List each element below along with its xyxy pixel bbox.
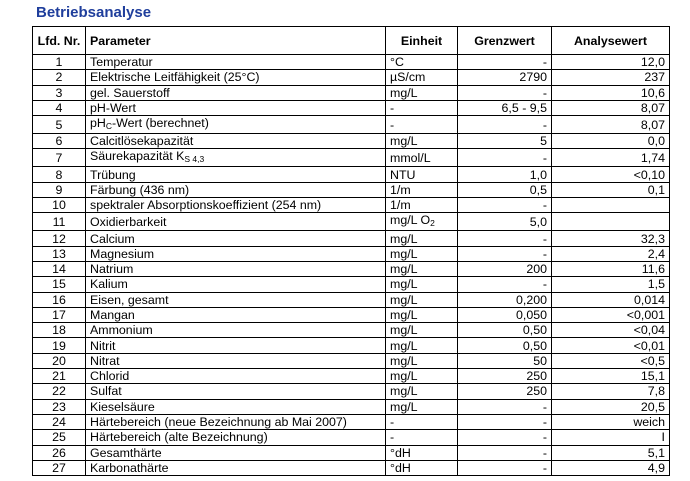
cell-nr: 5 [33, 116, 86, 134]
cell-nr: 12 [33, 231, 86, 246]
cell-unit: mmol/L [386, 149, 458, 167]
cell-nr: 14 [33, 261, 86, 276]
cell-value: 0,1 [552, 182, 670, 197]
cell-parameter: Eisen, gesamt [86, 292, 386, 307]
cell-parameter: pH-Wert [86, 100, 386, 115]
cell-limit: 200 [458, 261, 552, 276]
cell-value: 5,1 [552, 445, 670, 460]
cell-nr: 25 [33, 430, 86, 445]
table-row [33, 430, 670, 445]
header-unit: Einheit [386, 27, 458, 55]
cell-nr: 4 [33, 100, 86, 115]
cell-limit: 0,50 [458, 338, 552, 353]
table-row [33, 246, 670, 261]
cell-value: 8,07 [552, 100, 670, 115]
cell-limit: 0,5 [458, 182, 552, 197]
table-row [33, 55, 670, 70]
cell-parameter: Karbonathärte [86, 460, 386, 475]
cell-unit: µS/cm [386, 70, 458, 85]
cell-value: <0,5 [552, 353, 670, 368]
cell-nr: 6 [33, 134, 86, 149]
cell-value: 2,4 [552, 246, 670, 261]
cell-limit: - [458, 85, 552, 100]
cell-parameter: Elektrische Leitfähigkeit (25°C) [86, 70, 386, 85]
cell-unit: - [386, 430, 458, 445]
cell-nr: 21 [33, 369, 86, 384]
cell-parameter: Temperatur [86, 55, 386, 70]
table-row [33, 445, 670, 460]
table-row [33, 399, 670, 414]
table-header-row [33, 27, 670, 55]
cell-nr: 15 [33, 277, 86, 292]
cell-value [552, 213, 670, 231]
cell-nr: 2 [33, 70, 86, 85]
cell-unit: mg/L [386, 292, 458, 307]
cell-value: 15,1 [552, 369, 670, 384]
cell-value: 7,8 [552, 384, 670, 399]
cell-parameter: Ammonium [86, 323, 386, 338]
table-row [33, 198, 670, 213]
cell-parameter: $pH_C$-Wert (berechnet) [86, 116, 386, 134]
cell-nr: 20 [33, 353, 86, 368]
table-row [33, 414, 670, 429]
table-row [33, 70, 670, 85]
cell-unit: mg/L [386, 85, 458, 100]
cell-unit: - [386, 116, 458, 134]
cell-unit: °dH [386, 445, 458, 460]
cell-nr: 9 [33, 182, 86, 197]
cell-unit: mg/L [386, 277, 458, 292]
cell-nr: 24 [33, 414, 86, 429]
cell-limit: 0,050 [458, 307, 552, 322]
table-row [33, 182, 670, 197]
cell-parameter: Kieselsäure [86, 399, 386, 414]
cell-unit: mg/L [386, 307, 458, 322]
cell-nr: 11 [33, 213, 86, 231]
table-row [33, 338, 670, 353]
cell-parameter: Mangan [86, 307, 386, 322]
cell-parameter: Kalium [86, 277, 386, 292]
cell-unit: mg/L [386, 369, 458, 384]
cell-nr: 1 [33, 55, 86, 70]
analysis-table [32, 26, 670, 476]
cell-unit: 1/m [386, 198, 458, 213]
cell-nr: 16 [33, 292, 86, 307]
table-row [33, 100, 670, 115]
cell-unit: - [386, 414, 458, 429]
cell-limit: - [458, 246, 552, 261]
cell-limit: - [458, 430, 552, 445]
cell-parameter: Gesamthärte [86, 445, 386, 460]
cell-unit: 1/m [386, 182, 458, 197]
cell-value: 1,5 [552, 277, 670, 292]
table-row [33, 167, 670, 182]
table-row [33, 323, 670, 338]
cell-unit: mg/L [386, 246, 458, 261]
cell-limit: - [458, 445, 552, 460]
table-row [33, 85, 670, 100]
cell-value: weich [552, 414, 670, 429]
cell-value: 0,0 [552, 134, 670, 149]
cell-parameter: Natrium [86, 261, 386, 276]
table-row [33, 261, 670, 276]
cell-value: 11,6 [552, 261, 670, 276]
cell-value: 20,5 [552, 399, 670, 414]
cell-parameter: Färbung (436 nm) [86, 182, 386, 197]
cell-parameter: gel. Sauerstoff [86, 85, 386, 100]
cell-limit: 5,0 [458, 213, 552, 231]
cell-nr: 23 [33, 399, 86, 414]
cell-value: <0,01 [552, 338, 670, 353]
cell-value: <0,10 [552, 167, 670, 182]
cell-value: 1,74 [552, 149, 670, 167]
cell-limit: - [458, 231, 552, 246]
cell-value: 237 [552, 70, 670, 85]
cell-value: 8,07 [552, 116, 670, 134]
table-row [33, 369, 670, 384]
cell-parameter: Säurekapazität $K_{S 4,3}$ [86, 149, 386, 167]
cell-value: 32,3 [552, 231, 670, 246]
cell-parameter: Nitrat [86, 353, 386, 368]
header-nr: Lfd. Nr. [33, 27, 86, 55]
cell-parameter: Trübung [86, 167, 386, 182]
table-row [33, 277, 670, 292]
table-body [33, 55, 670, 476]
cell-parameter: Härtebereich (neue Bezeichnung ab Mai 2007) [86, 414, 386, 429]
cell-value: 10,6 [552, 85, 670, 100]
cell-limit: 50 [458, 353, 552, 368]
cell-unit: mg/L [386, 384, 458, 399]
table-row [33, 116, 670, 134]
header-value: Analysewert [552, 27, 670, 55]
cell-nr: 8 [33, 167, 86, 182]
cell-limit: - [458, 116, 552, 134]
cell-limit: - [458, 149, 552, 167]
cell-parameter: Nitrit [86, 338, 386, 353]
cell-limit: - [458, 460, 552, 475]
cell-nr: 22 [33, 384, 86, 399]
cell-limit: 0,50 [458, 323, 552, 338]
cell-limit: 2790 [458, 70, 552, 85]
cell-parameter: Chlorid [86, 369, 386, 384]
table-row [33, 384, 670, 399]
cell-unit: °C [386, 55, 458, 70]
cell-parameter: spektraler Absorptionskoeffizient (254 nm) [86, 198, 386, 213]
cell-nr: 13 [33, 246, 86, 261]
table-row [33, 231, 670, 246]
cell-unit: mg/L $O_2$ [386, 213, 458, 231]
cell-parameter: Calcitlösekapazität [86, 134, 386, 149]
cell-limit: 6,5 - 9,5 [458, 100, 552, 115]
cell-nr: 19 [33, 338, 86, 353]
cell-limit: 250 [458, 384, 552, 399]
cell-value: I [552, 430, 670, 445]
cell-nr: 17 [33, 307, 86, 322]
cell-limit: 1,0 [458, 167, 552, 182]
cell-unit: mg/L [386, 134, 458, 149]
cell-unit: mg/L [386, 261, 458, 276]
table-row [33, 134, 670, 149]
cell-nr: 7 [33, 149, 86, 167]
cell-limit: 0,200 [458, 292, 552, 307]
table-row [33, 307, 670, 322]
cell-value: <0,001 [552, 307, 670, 322]
cell-parameter: Sulfat [86, 384, 386, 399]
cell-limit: - [458, 277, 552, 292]
cell-unit: NTU [386, 167, 458, 182]
cell-parameter: Oxidierbarkeit [86, 213, 386, 231]
cell-nr: 26 [33, 445, 86, 460]
cell-unit: mg/L [386, 399, 458, 414]
cell-unit: mg/L [386, 231, 458, 246]
cell-unit: - [386, 100, 458, 115]
cell-value [552, 198, 670, 213]
cell-nr: 10 [33, 198, 86, 213]
cell-value: 0,014 [552, 292, 670, 307]
cell-nr: 3 [33, 85, 86, 100]
table-row [33, 353, 670, 368]
cell-limit: 250 [458, 369, 552, 384]
header-limit: Grenzwert [458, 27, 552, 55]
cell-unit: mg/L [386, 338, 458, 353]
cell-limit: - [458, 414, 552, 429]
cell-parameter: Magnesium [86, 246, 386, 261]
cell-parameter: Calcium [86, 231, 386, 246]
cell-nr: 18 [33, 323, 86, 338]
cell-limit: 5 [458, 134, 552, 149]
table-row [33, 292, 670, 307]
cell-parameter: Härtebereich (alte Bezeichnung) [86, 430, 386, 445]
table-row [33, 149, 670, 167]
cell-value: 12,0 [552, 55, 670, 70]
table-row [33, 213, 670, 231]
cell-limit: - [458, 55, 552, 70]
header-parameter: Parameter [86, 27, 386, 55]
cell-unit: mg/L [386, 323, 458, 338]
cell-unit: °dH [386, 460, 458, 475]
page-title: Betriebsanalyse [36, 4, 152, 21]
cell-value: <0,04 [552, 323, 670, 338]
cell-limit: - [458, 198, 552, 213]
cell-limit: - [458, 399, 552, 414]
cell-value: 4,9 [552, 460, 670, 475]
cell-nr: 27 [33, 460, 86, 475]
cell-unit: mg/L [386, 353, 458, 368]
table-row [33, 460, 670, 475]
